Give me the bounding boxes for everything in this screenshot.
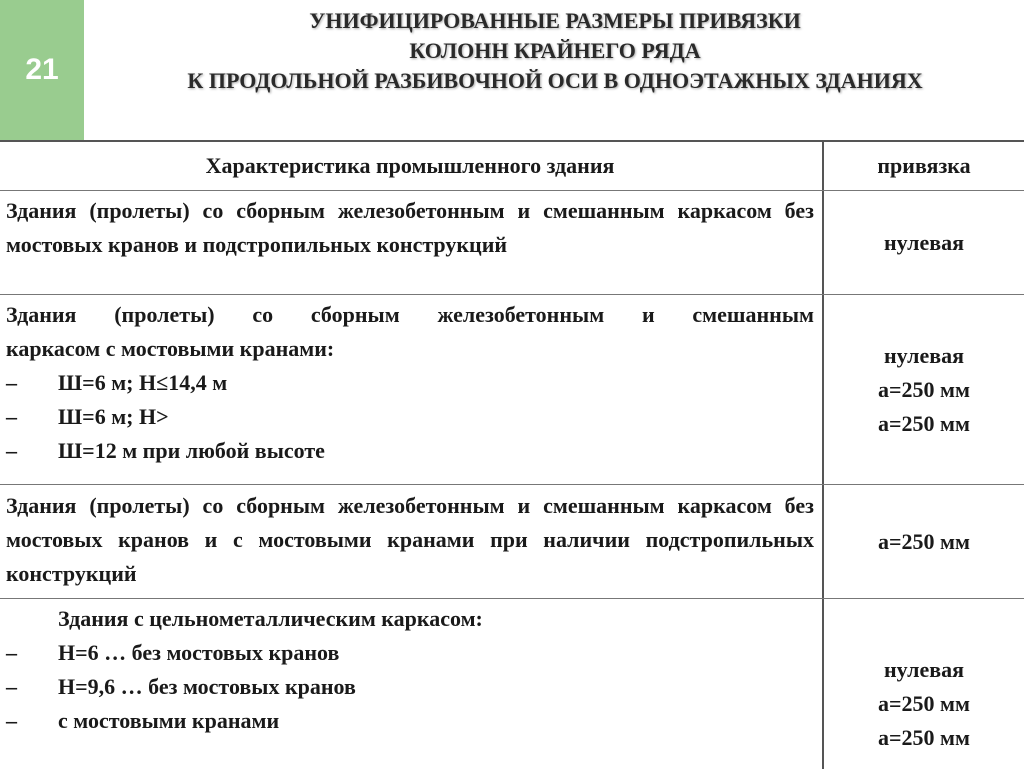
row-4-value-2: а=250 мм xyxy=(877,691,970,716)
table-row xyxy=(0,191,1024,295)
list-item xyxy=(6,434,814,468)
row-2-item-3: Ш=12 м при любой высоте xyxy=(58,438,325,463)
slide-number-badge xyxy=(0,0,84,140)
row-4-intro: Здания с цельнометаллическим каркасом: xyxy=(58,606,483,631)
binding-table xyxy=(0,140,1024,767)
row-2-value-1: нулевая xyxy=(883,342,965,368)
row-3-text: Здания (пролеты) со сборным железобетонным и смешанным каркасом без мостовых кранов и с мостовыми кранами при наличии подстропильных конструкций xyxy=(6,493,814,586)
header-characteristic: Характеристика промышленного здания xyxy=(205,153,615,178)
row-2-values xyxy=(824,295,1024,484)
row-4-item-2: Н=9,6 … без мостовых кранов xyxy=(58,674,356,699)
row-1-text: Здания (пролеты) со сборным железобетонным и смешанным каркасом без мостовых кранов и подстропильных конструкций xyxy=(6,198,814,257)
row-2-value-3: а=250 мм xyxy=(877,410,970,436)
bullet-dash: – xyxy=(6,370,17,395)
row-1-values xyxy=(824,191,1024,294)
slide-title xyxy=(100,6,1010,96)
list-item xyxy=(6,400,814,434)
row-2-intro-1: Здания (пролеты) со сборным железобетонным и смешанным xyxy=(6,302,814,327)
title-line-2: КОЛОНН КРАЙНЕГО РЯДА xyxy=(409,38,701,63)
list-item xyxy=(6,366,814,400)
table-row xyxy=(0,485,1024,599)
list-item xyxy=(6,670,814,704)
title-line-3: К ПРОДОЛЬНОЙ РАЗБИВОЧНОЙ ОСИ В ОДНОЭТАЖНЫХ ЗДАНИЯХ xyxy=(187,68,923,93)
row-4-values xyxy=(824,599,1024,769)
bullet-dash: – xyxy=(6,438,17,463)
row-2-item-2: Ш=6 м; Н> xyxy=(58,404,169,429)
row-4-item-1: Н=6 … без мостовых кранов xyxy=(58,640,340,665)
table-header-row xyxy=(0,142,1024,191)
bullet-dash: – xyxy=(6,640,17,665)
row-3-value-1: а=250 мм xyxy=(877,528,970,554)
row-4-value-3: а=250 мм xyxy=(877,725,970,750)
row-2-text xyxy=(6,298,814,484)
list-item xyxy=(6,636,814,670)
table-row xyxy=(0,599,1024,769)
row-2-intro-2: каркасом с мостовыми кранами: xyxy=(6,336,335,361)
bullet-dash: – xyxy=(6,708,17,733)
bullet-dash: – xyxy=(6,674,17,699)
list-item xyxy=(6,704,814,738)
bullet-dash: – xyxy=(6,404,17,429)
row-3-values xyxy=(824,485,1024,598)
row-4-item-3: с мостовыми кранами xyxy=(58,708,280,733)
row-2-value-2: а=250 мм xyxy=(877,376,970,402)
table-row xyxy=(0,295,1024,485)
slide-number: 21 xyxy=(25,53,59,86)
row-2-item-1: Ш=6 м; Н≤14,4 м xyxy=(58,370,228,395)
row-1-value-1: нулевая xyxy=(883,229,965,255)
row-4-value-1: нулевая xyxy=(883,657,965,682)
header-binding: привязка xyxy=(877,153,971,178)
row-4-text xyxy=(6,602,814,769)
title-line-1: УНИФИЦИРОВАННЫЕ РАЗМЕРЫ ПРИВЯЗКИ xyxy=(309,8,801,33)
